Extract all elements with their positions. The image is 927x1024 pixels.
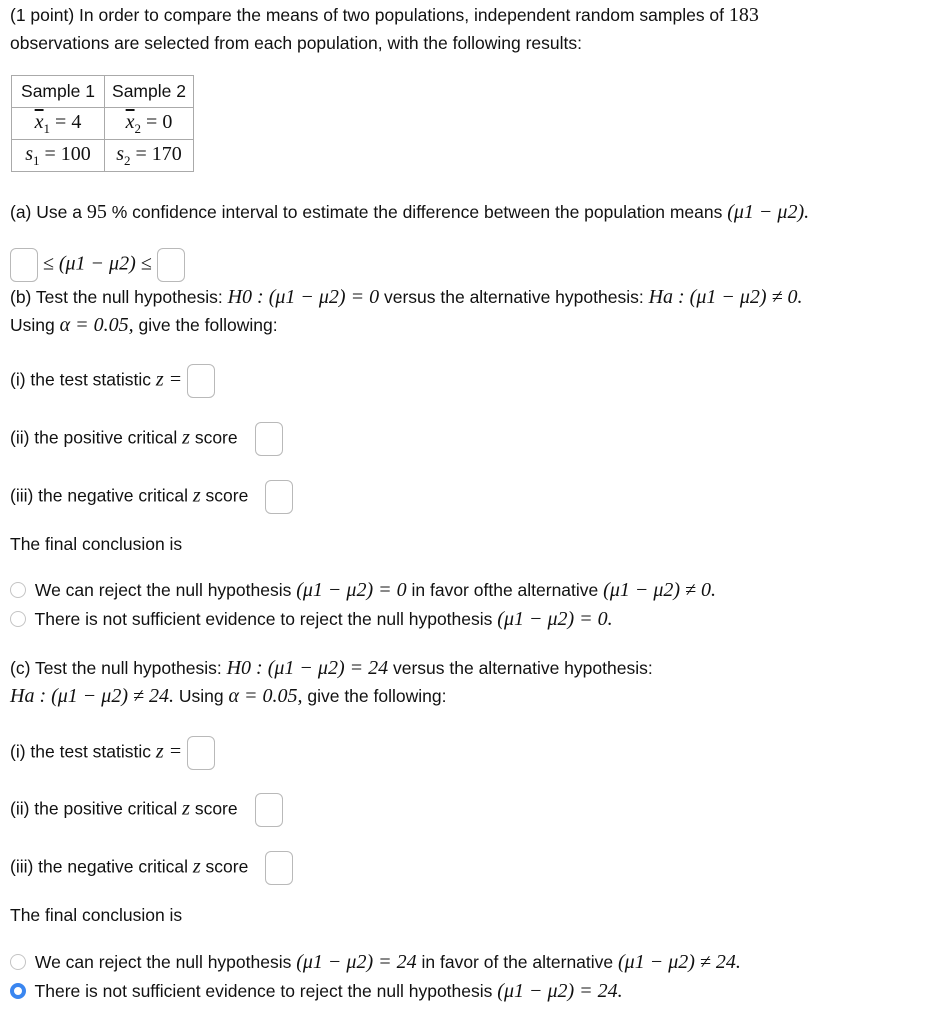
intro-text-2: observations are selected from each population, with the following results: bbox=[10, 33, 582, 53]
c-positive-critical-input[interactable] bbox=[255, 793, 283, 827]
part-c-negative-critical: (iii) the negative critical z score bbox=[10, 851, 293, 885]
radio-b-not-reject[interactable] bbox=[10, 611, 26, 627]
part-a-question: (a) Use a 95 % confidence interval to estimate the difference between the population means (μ1 − μ2). bbox=[10, 201, 810, 223]
intro-text: (1 point) In order to compare the means of two populations, independent random samples of bbox=[10, 5, 725, 25]
b-positive-critical-input[interactable] bbox=[255, 422, 283, 456]
header-sample-2: Sample 2 bbox=[105, 76, 194, 108]
part-b-option-not-reject[interactable]: There is not sufficient evidence to reject the null hypothesis (μ1 − μ2) = 0. bbox=[10, 607, 613, 631]
part-c-question: (c) Test the null hypothesis: H0 : (μ1 − μ2) = 24 versus the alternative hypothesis: bbox=[10, 657, 653, 679]
c-test-statistic-input[interactable] bbox=[187, 736, 215, 770]
part-c-test-statistic: (i) the test statistic z = bbox=[10, 736, 215, 770]
sample-size: 183 bbox=[728, 4, 759, 26]
part-c-positive-critical: (ii) the positive critical z score bbox=[10, 793, 283, 827]
mean-sample-2: $\overline{x}_2 = 0$ bbox=[105, 108, 194, 140]
ci-lower-input[interactable] bbox=[10, 248, 38, 282]
b-test-statistic-input[interactable] bbox=[187, 364, 215, 398]
part-b-positive-critical: (ii) the positive critical z score bbox=[10, 422, 283, 456]
part-c-conclusion-label: The final conclusion is bbox=[10, 905, 183, 925]
sd-sample-1: $s_1 = 100$ bbox=[12, 140, 105, 172]
part-b-option-reject[interactable]: We can reject the null hypothesis (μ1 − μ2) = 0 in favor ofthe alternative (μ1 − μ2) ≠ 0. bbox=[10, 578, 716, 602]
part-b-question: (b) Test the null hypothesis: H0 : (μ1 − μ2) = 0 versus the alternative hypothesis: Ha : (μ1 − μ2) ≠ 0. bbox=[10, 286, 803, 308]
b-negative-critical-input[interactable] bbox=[265, 480, 293, 514]
table-row-sd bbox=[12, 140, 194, 172]
part-b-conclusion-label: The final conclusion is bbox=[10, 534, 183, 554]
part-c-option-reject[interactable]: We can reject the null hypothesis (μ1 − μ2) = 24 in favor of the alternative (μ1 − μ2) ≠ 24. bbox=[10, 950, 741, 974]
part-b-test-statistic: (i) the test statistic z = bbox=[10, 364, 215, 398]
radio-c-not-reject-selected[interactable] bbox=[10, 983, 26, 999]
radio-b-reject[interactable] bbox=[10, 582, 26, 598]
confidence-level: 95 bbox=[86, 201, 107, 223]
radio-c-reject[interactable] bbox=[10, 954, 26, 970]
part-b-alpha: Using α = 0.05, give the following: bbox=[10, 314, 278, 336]
mean-sample-1: $\overline{x}_1 = 4$ bbox=[12, 108, 105, 140]
sd-sample-2: $s_2 = 170$ bbox=[105, 140, 194, 172]
part-a-interval: ≤ (μ1 − μ2) ≤ bbox=[10, 248, 185, 282]
table-row-means bbox=[12, 108, 194, 140]
part-c-alt: Ha : (μ1 − μ2) ≠ 24. Using α = 0.05, give the following: bbox=[10, 685, 447, 707]
ci-upper-input[interactable] bbox=[157, 248, 185, 282]
table-header-row bbox=[12, 76, 194, 108]
intro-line-1 bbox=[10, 3, 759, 27]
header-sample-1: Sample 1 bbox=[12, 76, 105, 108]
samples-table bbox=[11, 75, 194, 172]
part-b-negative-critical: (iii) the negative critical z score bbox=[10, 480, 293, 514]
intro-line-2 bbox=[10, 31, 582, 55]
c-negative-critical-input[interactable] bbox=[265, 851, 293, 885]
part-c-option-not-reject[interactable]: There is not sufficient evidence to reject the null hypothesis (μ1 − μ2) = 24. bbox=[10, 979, 623, 1003]
